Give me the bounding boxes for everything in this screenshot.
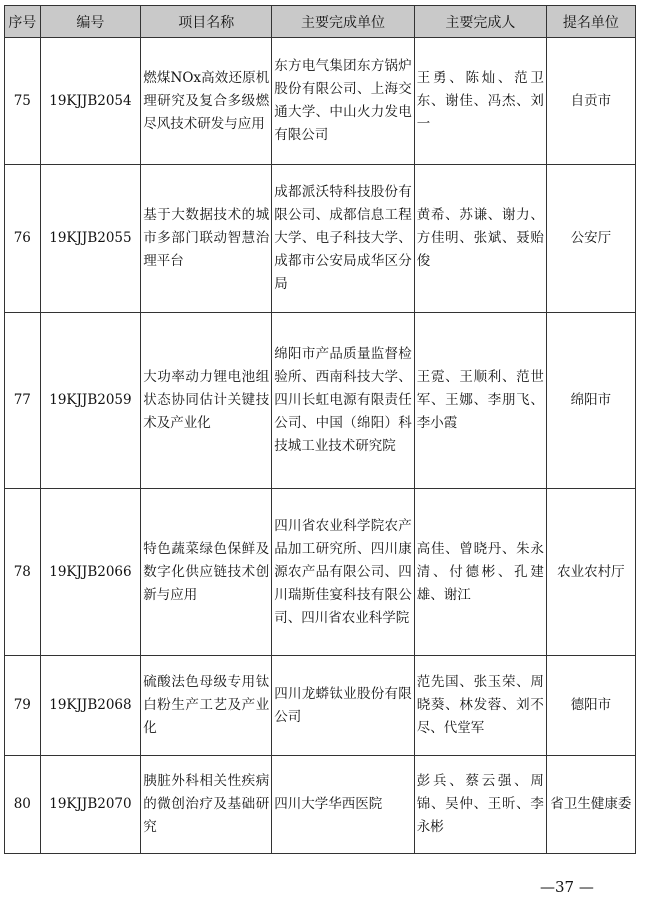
header-unit: 主要完成单位 [272, 6, 415, 38]
header-people: 主要完成人 [414, 6, 546, 38]
cell-nominator: 公安厅 [546, 165, 635, 313]
cell-people: 王霓、王顺利、范世军、王娜、李朋飞、李小霞 [414, 313, 546, 489]
awards-table [4, 5, 636, 854]
table-row [5, 165, 636, 313]
table-row [5, 489, 636, 656]
cell-name: 胰脏外科相关性疾病的微创治疗及基础研究 [141, 756, 272, 854]
cell-nominator: 农业农村厅 [546, 489, 635, 656]
cell-people: 王勇、陈灿、范卫东、谢佳、冯杰、刘一 [414, 38, 546, 165]
cell-seq: 77 [5, 313, 41, 489]
cell-people: 彭兵、蔡云强、周锦、吴仲、王昕、李永彬 [414, 756, 546, 854]
cell-nominator: 省卫生健康委 [546, 756, 635, 854]
cell-code: 19KJJB2059 [40, 313, 141, 489]
cell-name: 硫酸法色母级专用钛白粉生产工艺及产业化 [141, 656, 272, 756]
cell-code: 19KJJB2054 [40, 38, 141, 165]
table-row [5, 313, 636, 489]
cell-name: 特色蔬菜绿色保鲜及数字化供应链技术创新与应用 [141, 489, 272, 656]
table-row [5, 756, 636, 854]
cell-people: 范先国、张玉荣、周晓葵、林发蓉、刘不尽、代堂军 [414, 656, 546, 756]
cell-nominator: 自贡市 [546, 38, 635, 165]
cell-name: 基于大数据技术的城市多部门联动智慧治理平台 [141, 165, 272, 313]
header-name: 项目名称 [141, 6, 272, 38]
table-row [5, 656, 636, 756]
header-code: 编号 [40, 6, 141, 38]
cell-unit: 四川龙蟒钛业股份有限公司 [272, 656, 415, 756]
cell-name: 燃煤NOx高效还原机理研究及复合多级燃尽风技术研发与应用 [141, 38, 272, 165]
page-number: —37 — [540, 878, 594, 896]
cell-code: 19KJJB2055 [40, 165, 141, 313]
cell-seq: 79 [5, 656, 41, 756]
cell-seq: 80 [5, 756, 41, 854]
header-row [5, 6, 636, 38]
cell-seq: 78 [5, 489, 41, 656]
cell-code: 19KJJB2066 [40, 489, 141, 656]
cell-name: 大功率动力锂电池组状态协同估计关键技术及产业化 [141, 313, 272, 489]
header-seq: 序号 [5, 6, 41, 38]
cell-seq: 76 [5, 165, 41, 313]
cell-unit: 四川省农业科学院农产品加工研究所、四川康源农产品有限公司、四川瑞斯佳宴科技有限公司、四川省农业科学院 [272, 489, 415, 656]
cell-people: 高佳、曾晓丹、朱永清、付德彬、孔建雄、谢江 [414, 489, 546, 656]
cell-code: 19KJJB2070 [40, 756, 141, 854]
table-row [5, 38, 636, 165]
cell-nominator: 德阳市 [546, 656, 635, 756]
cell-nominator: 绵阳市 [546, 313, 635, 489]
cell-people: 黄希、苏谦、谢力、方佳明、张斌、聂贻俊 [414, 165, 546, 313]
cell-code: 19KJJB2068 [40, 656, 141, 756]
cell-unit: 四川大学华西医院 [272, 756, 415, 854]
cell-unit: 成都派沃特科技股份有限公司、成都信息工程大学、电子科技大学、成都市公安局成华区分局 [272, 165, 415, 313]
cell-unit: 东方电气集团东方锅炉股份有限公司、上海交通大学、中山火力发电有限公司 [272, 38, 415, 165]
header-nominator: 提名单位 [546, 6, 635, 38]
cell-seq: 75 [5, 38, 41, 165]
cell-unit: 绵阳市产品质量监督检验所、西南科技大学、四川长虹电源有限责任公司、中国（绵阳）科技城工业技术研究院 [272, 313, 415, 489]
